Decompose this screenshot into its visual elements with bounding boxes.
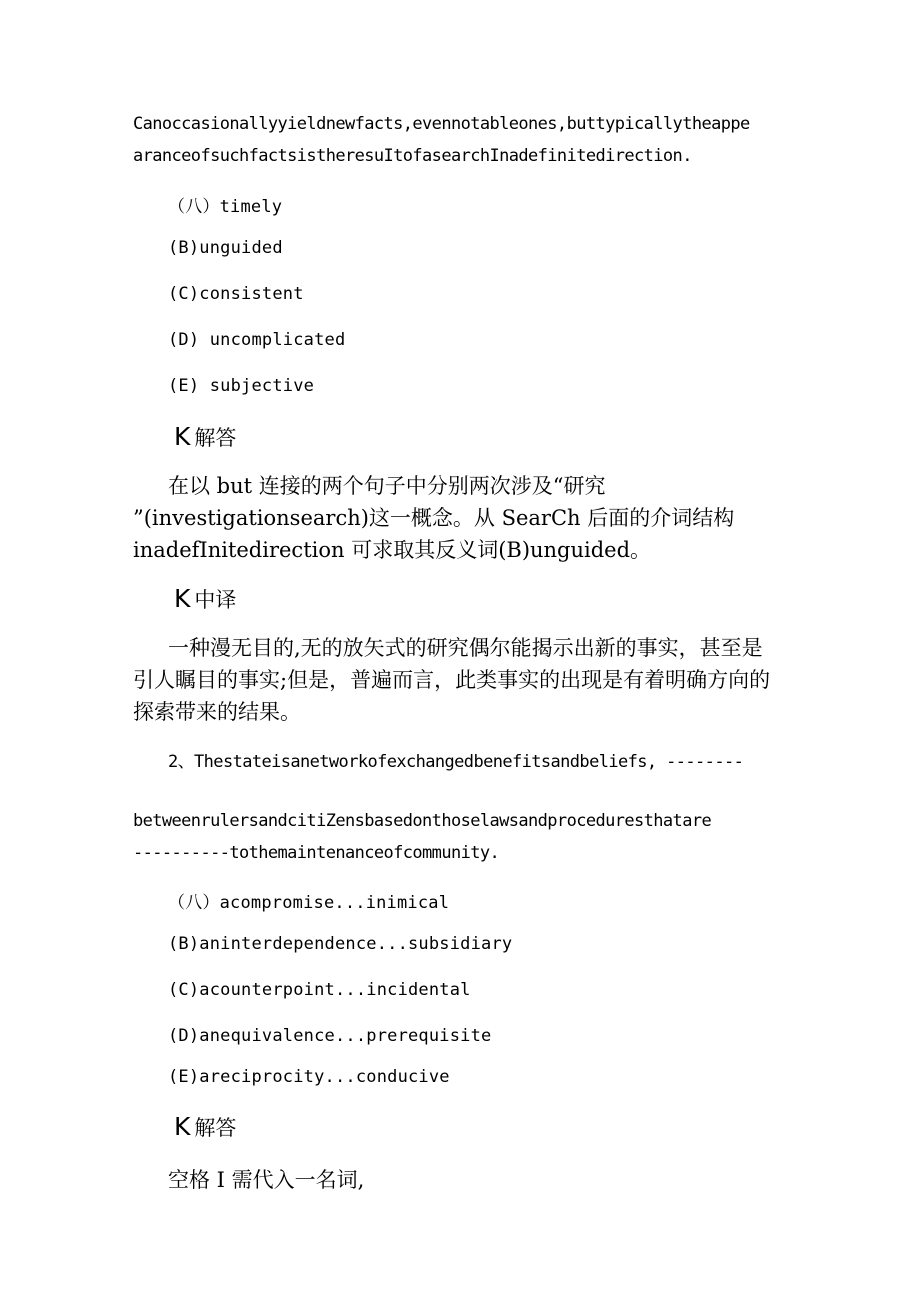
answer-heading-1 [174, 422, 236, 452]
answer-heading-2 [174, 1112, 236, 1142]
q2-stem-line-3: ----------tothemaintenanceofcommunity. [133, 843, 500, 863]
answer1-line-3: inadefInitedirection 可求取其反义词(B)unguided。 [133, 538, 652, 562]
answer-heading-2-label: 解答 [194, 1116, 237, 1140]
translation-heading-label: 中译 [194, 588, 237, 612]
answer1-line-1: 在以 but 连接的两个句子中分别两次涉及“研究 [168, 474, 606, 498]
q1-option-a: （八）timely [168, 197, 283, 217]
q1-option-c: (C)consistent [168, 284, 304, 304]
answer-heading-1-mark: K [174, 422, 191, 451]
translation-line-3: 探索带来的结果。 [133, 700, 301, 724]
q1-option-e: (E) subjective [168, 376, 315, 396]
translation-line-1: 一种漫无目的,无的放矢式的研究偶尔能揭示出新的事实，甚至是 [168, 636, 763, 660]
q2-option-c: (C)acounterpoint...incidental [168, 980, 471, 1000]
translation-heading-mark: K [174, 584, 191, 613]
q2-option-e: (E)areciprocity...conducive [168, 1067, 450, 1087]
q2-option-b: (B)aninterdependence...subsidiary [168, 934, 513, 954]
answer-heading-1-label: 解答 [194, 426, 237, 450]
q2-option-d: (D)anequivalence...prerequisite [168, 1026, 492, 1046]
answer1-line-2: ”(investigationsearch)这一概念。从 SearCh 后面的介词结构 [133, 506, 735, 530]
q2-option-a: （八）acompromise...inimical [168, 893, 450, 913]
q1-stem-line-1: Canoccasionallyyieldnewfacts,evennotableones,buttypicallytheappe [133, 114, 750, 134]
q1-option-b: (B)unguided [168, 238, 283, 258]
q1-option-d: (D) uncomplicated [168, 330, 346, 350]
q2-stem-line-2: betweenrulersandcitiZensbasedonthoselawsandproceduresthatare [133, 811, 712, 831]
q2-stem-line-1: 2、Thestateisanetworkofexchangedbenefitsandbeliefs, -------- [168, 752, 744, 772]
q1-stem-line-2: aranceofsuchfactsistheresuItofasearchInadefinitedirection. [133, 146, 692, 166]
translation-heading [174, 584, 236, 614]
answer-heading-2-mark: K [174, 1112, 191, 1141]
translation-line-2: 引人瞩目的事实;但是，普遍而言，此类事实的出现是有着明确方向的 [133, 668, 771, 692]
answer2-line-1: 空格 I 需代入一名词, [168, 1168, 365, 1192]
